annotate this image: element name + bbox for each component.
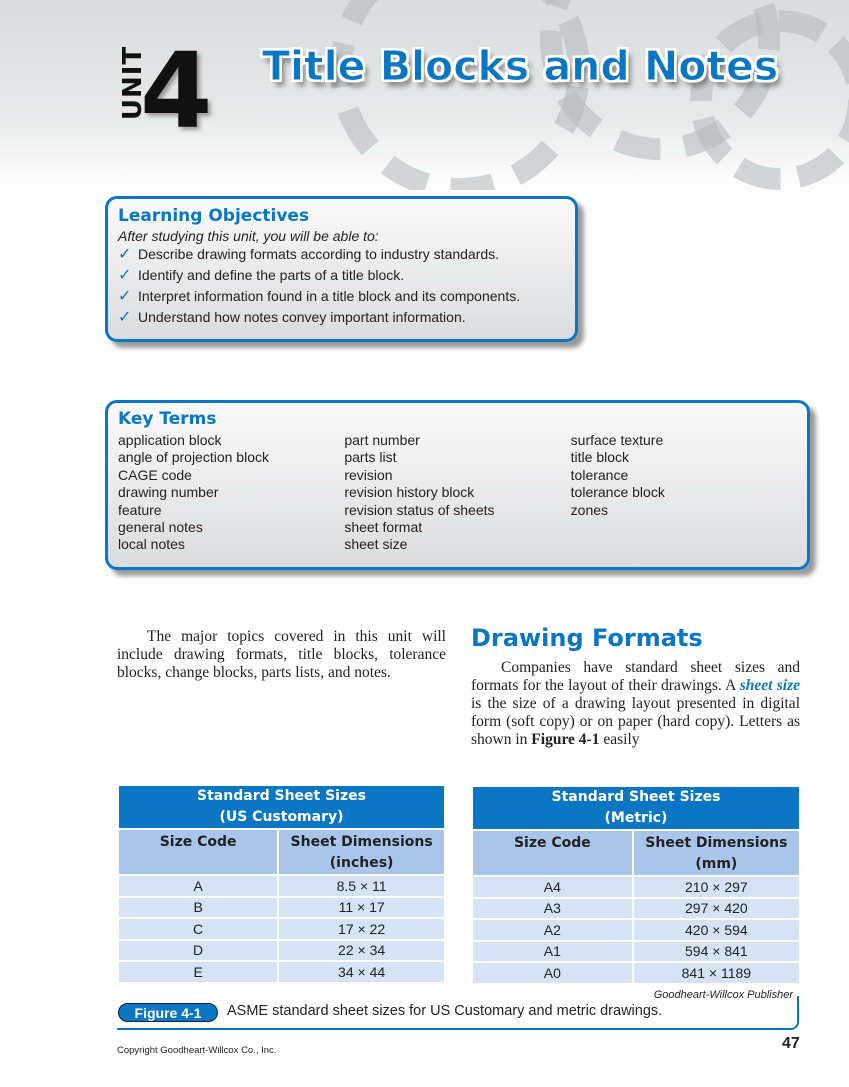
key-term: surface texture [570, 432, 664, 448]
size-code-cell: B [118, 897, 278, 919]
key-term: title block [570, 449, 630, 466]
key-term: zones [570, 501, 609, 518]
figure-credit: Goodheart-Willcox Publisher [653, 989, 793, 1001]
chapter-title: Title Blocks and Notes [262, 42, 779, 90]
us-sheet-size-table [117, 784, 446, 984]
key-term: revision history block [344, 484, 475, 501]
key-terms-columns [118, 432, 797, 554]
objective-item: ✓ Understand how notes convey important information. [118, 309, 466, 326]
key-term: tolerance [570, 466, 629, 483]
table-row [118, 875, 445, 897]
key-term: application block [118, 432, 222, 448]
metric-sheet-size-table [471, 785, 801, 985]
intro-paragraph: The major topics covered in this unit will include drawing formats, title blocks, tolerance blocks, change blocks, parts lists, and notes. [117, 628, 446, 681]
table-row [472, 919, 800, 941]
size-code-cell: A1 [472, 941, 633, 963]
dimensions-cell: 17 × 22 [278, 918, 445, 940]
key-terms-box [105, 400, 810, 570]
table-title: Standard Sheet Sizes (Metric) [472, 786, 800, 830]
key-term: general notes [118, 519, 203, 536]
dimensions-cell: 22 × 34 [278, 940, 445, 962]
size-code-cell: A0 [472, 962, 633, 984]
dimensions-cell: 420 × 594 [633, 919, 800, 941]
table-row [118, 961, 445, 983]
chapter-header-banner [0, 0, 849, 190]
key-term: CAGE code [118, 466, 192, 483]
check-icon: ✓ [118, 246, 132, 263]
table-row [118, 940, 445, 962]
column-header-dimensions: Sheet Dimensions (inches) [278, 829, 445, 875]
key-term: feature [118, 501, 162, 518]
key-term: local notes [118, 536, 185, 553]
check-icon: ✓ [118, 309, 132, 326]
key-term: revision [344, 466, 393, 483]
size-code-cell: C [118, 918, 278, 940]
dimensions-cell: 841 × 1189 [633, 962, 800, 984]
key-terms-column [118, 432, 344, 554]
dimensions-cell: 34 × 44 [278, 961, 445, 983]
figure-reference: Figure 4-1 [531, 731, 600, 748]
gear-image [690, 10, 849, 190]
key-term: revision status of sheets [344, 501, 495, 518]
table-row [118, 918, 445, 940]
objective-item: ✓ Describe drawing formats according to industry standards. [118, 246, 500, 263]
dimensions-cell: 297 × 420 [633, 898, 800, 920]
table-row [472, 962, 800, 984]
unit-label: UNIT [118, 45, 149, 121]
check-icon: ✓ [118, 288, 132, 305]
copyright: Copyright Goodheart-Willcox Co., Inc. [117, 1045, 277, 1056]
page-number: 47 [782, 1035, 800, 1052]
learning-objectives-box [105, 196, 578, 342]
table-title: Standard Sheet Sizes (US Customary) [118, 785, 445, 829]
column-header-size-code: Size Code [118, 829, 278, 875]
objective-item: ✓ Identify and define the parts of a title block. [118, 267, 405, 284]
key-term: sheet size [344, 536, 408, 553]
learning-objectives-title: Learning Objectives [118, 206, 310, 226]
dimensions-cell: 8.5 × 11 [278, 875, 445, 897]
key-terms-title: Key Terms [118, 409, 217, 429]
table-row [118, 897, 445, 919]
check-icon: ✓ [118, 267, 132, 284]
column-header-dimensions: Sheet Dimensions (mm) [633, 830, 800, 876]
key-term: parts list [344, 449, 397, 466]
table-row [472, 941, 800, 963]
key-term: angle of projection block [118, 449, 269, 466]
figure-label: Figure 4-1 [118, 1003, 218, 1022]
figure-caption: ASME standard sheet sizes for US Customary and metric drawings. [227, 1003, 663, 1019]
size-code-cell: E [118, 961, 278, 983]
size-code-cell: A3 [472, 898, 633, 920]
key-terms-column [344, 432, 570, 554]
dimensions-cell: 210 × 297 [633, 876, 800, 898]
size-code-cell: A4 [472, 876, 633, 898]
unit-number: 4 [140, 30, 213, 152]
objective-item: ✓ Interpret information found in a title block and its components. [118, 288, 521, 305]
section-heading: Drawing Formats [471, 624, 703, 652]
key-term: sheet format [344, 519, 423, 536]
objectives-intro: After studying this unit, you will be able to: [118, 228, 379, 244]
key-terms-column [571, 432, 797, 554]
table-row [472, 876, 800, 898]
dimensions-cell: 594 × 841 [633, 941, 800, 963]
size-code-cell: D [118, 940, 278, 962]
key-term: drawing number [118, 484, 219, 501]
key-term: tolerance block [570, 484, 665, 501]
dimensions-cell: 11 × 17 [278, 897, 445, 919]
key-term-link: sheet size [739, 677, 801, 694]
size-code-cell: A [118, 875, 278, 897]
table-row [472, 898, 800, 920]
size-code-cell: A2 [472, 919, 633, 941]
section-paragraph: Companies have standard sheet sizes and formats for the layout of their drawings. A sheet size is the size of a drawing layout presented in digital form (soft copy) or on paper (hard copy). Letters as shown in Figure 4-1 easily [471, 659, 801, 748]
key-term: part number [344, 432, 420, 448]
column-header-size-code: Size Code [472, 830, 633, 876]
